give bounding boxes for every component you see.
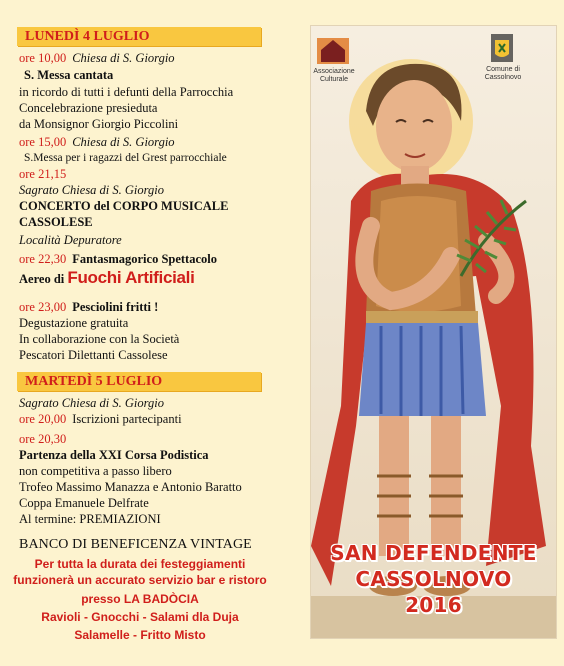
fuochi-label: Fuochi Artificiali — [67, 268, 195, 287]
day1-event2-line — [19, 135, 175, 150]
pesciolini-label: Pesciolini fritti ! — [72, 300, 159, 314]
messa-cantata: S. Messa cantata — [24, 68, 114, 82]
saint-poster — [310, 25, 557, 639]
day2-header: MARTEDÌ 5 LUGLIO — [17, 372, 261, 391]
sagrato-line: Sagrato Chiesa di S. Giorgio — [19, 183, 165, 197]
partenza-line: Partenza della XXI Corsa Podistica — [19, 448, 209, 462]
day2-event1-line — [19, 412, 182, 427]
banco-title: BANCO DI BENEFICENZA VINTAGE — [19, 537, 252, 552]
degustazione-line: Degustazione gratuita — [19, 316, 129, 330]
banco-line1: Per tutta la durata dei festeggiamenti — [34, 557, 246, 571]
coppa-line: Coppa Emanuele Delfrate — [19, 496, 149, 510]
day1-event5-line — [19, 300, 158, 315]
logo-right-caption: Comune di Cassolnovo — [484, 66, 522, 81]
monsignor-line: da Monsignor Giorgio Piccolini — [19, 117, 179, 131]
poster-subtitle: CASSOLNOVO — [355, 567, 512, 591]
place-label: Chiesa di S. Giorgio — [72, 135, 175, 149]
poster-year-wrap — [311, 593, 556, 617]
fantasmagorico-label: Fantasmagorico Spettacolo — [72, 252, 217, 266]
pescatori-line: Pescatori Dilettanti Cassolese — [19, 348, 168, 362]
cassolese-line: CASSOLESE — [19, 215, 93, 229]
concerto-line: CONCERTO del CORPO MUSICALE — [19, 199, 229, 213]
day2-sagrato-line: Sagrato Chiesa di S. Giorgio — [19, 396, 165, 410]
time-label: ore 10,00 — [19, 51, 67, 65]
poster-title-line1-wrap — [311, 541, 556, 565]
time-label: ore 20,00 — [19, 412, 67, 426]
trofeo-line: Trofeo Massimo Manazza e Antonio Baratto — [19, 480, 242, 494]
day1-event1-line — [19, 51, 175, 66]
poster-title: SAN DEFENDENTE — [330, 541, 537, 565]
time-label: ore 21,15 — [19, 167, 67, 181]
day1-header: LUNEDÌ 4 LUGLIO — [17, 27, 261, 46]
day1-event4-line — [19, 252, 217, 267]
aereo-label: Aereo di — [19, 272, 65, 286]
localita-line: Località Depuratore — [19, 233, 122, 247]
fuochi-line — [19, 270, 195, 287]
time-label: ore 15,00 — [19, 135, 67, 149]
banco-line4: Ravioli - Gnocchi - Salami dla Duja — [41, 610, 239, 624]
time-label: ore 23,00 — [19, 300, 67, 314]
time-label: ore 20,30 — [19, 432, 67, 446]
comune-crest-icon — [491, 34, 513, 62]
banco-line2: funzionerà un accurato servizio bar e ristoro — [13, 573, 267, 587]
al-termine-line: Al termine: PREMIAZIONI — [19, 512, 161, 526]
place-label: Chiesa di S. Giorgio — [72, 51, 175, 65]
poster-title-line2-wrap — [311, 567, 556, 591]
time-label: ore 22,30 — [19, 252, 67, 266]
association-logo-icon — [317, 38, 349, 64]
collaborazione-line: In collaborazione con la Società — [19, 332, 180, 346]
iscrizioni-label: Iscrizioni partecipanti — [72, 412, 182, 426]
concelebrazione-line: Concelebrazione presieduta — [19, 101, 158, 115]
non-competitiva-line: non competitiva a passo libero — [19, 464, 172, 478]
ricordo-line: in ricordo di tutti i defunti della Parrocchia — [19, 85, 234, 99]
poster-year: 2016 — [405, 593, 462, 617]
messa-grest: S.Messa per i ragazzi del Grest parrocchiale — [24, 152, 227, 164]
banco-line5: Salamelle - Fritto Misto — [74, 628, 206, 642]
banco-line3: presso LA BADÒCIA — [81, 592, 199, 606]
logo-left-caption: Associazione Culturale — [313, 68, 355, 83]
